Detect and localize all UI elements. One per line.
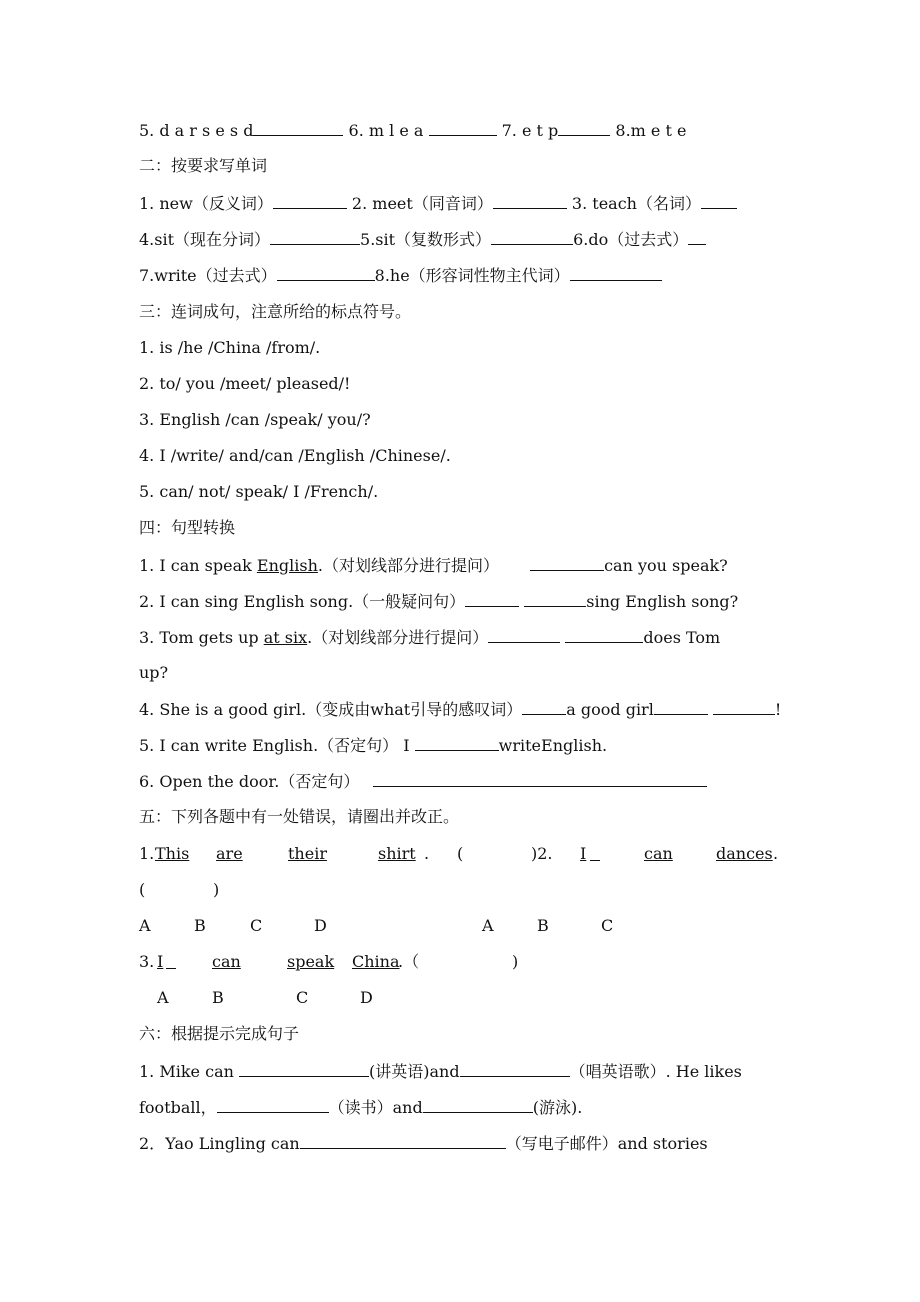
answer-blank[interactable]: [465, 591, 519, 607]
answer-blank[interactable]: [273, 193, 347, 209]
s4-q4: 4. She is a good girl.（变成由what引导的感叹词） a good girl !: [139, 700, 782, 719]
answer-blank[interactable]: [300, 1133, 506, 1149]
answer-blank[interactable]: [565, 627, 643, 643]
option-word[interactable]: speak: [287, 952, 335, 971]
answer-blank[interactable]: [373, 771, 707, 787]
s4-q5: 5. I can write English.（否定句） I writeEnglish.: [139, 736, 608, 755]
answer-blank[interactable]: [217, 1097, 329, 1113]
section-6-title: 六：根据提示完成句子: [139, 1024, 300, 1043]
s6-q1: 1. Mike can (讲英语)and （唱英语歌）. He likes: [139, 1062, 742, 1081]
option-word[interactable]: I: [580, 844, 587, 863]
s3-item: 5. can/ not/ speak/ I /French/.: [139, 482, 379, 501]
answer-blank[interactable]: [688, 229, 706, 245]
s4-q3-cont: up?: [139, 663, 169, 682]
s2-line-1: 1. new（反义词） 2. meet（同音词） 3. teach（名词）: [139, 193, 737, 214]
s6-q1-cont: football， （读书）and (游泳).: [139, 1098, 583, 1117]
s2-line-2: 4.sit（现在分词） 5.sit（复数形式） 6.do（过去式）: [139, 229, 706, 250]
answer-blank[interactable]: [654, 699, 708, 715]
option-word[interactable]: can: [212, 952, 241, 971]
section-5-title: 五：下列各题中有一处错误，请圈出并改正。: [139, 807, 460, 826]
section-2-title: 二：按要求写单词: [139, 156, 268, 175]
option-word[interactable]: are: [216, 844, 243, 863]
answer-blank[interactable]: [239, 1061, 369, 1077]
answer-blank[interactable]: [460, 1061, 570, 1077]
answer-blank[interactable]: [713, 699, 775, 715]
option-word[interactable]: dances: [716, 844, 773, 863]
option-word[interactable]: I: [157, 952, 164, 971]
answer-blank[interactable]: [488, 627, 560, 643]
answer-blank[interactable]: [558, 120, 610, 136]
answer-blank[interactable]: [253, 120, 343, 136]
option-word[interactable]: can: [644, 844, 673, 863]
section-3-title: 三：连词成句，注意所给的标点符号。: [139, 302, 412, 321]
answer-blank[interactable]: [522, 699, 566, 715]
s4-q2: 2. I can sing English song.（一般疑问句） sing English song?: [139, 592, 739, 611]
s3-item: 2. to/ you /meet/ pleased/!: [139, 374, 351, 393]
s3-item: 4. I /write/ and/can /English /Chinese/.: [139, 446, 451, 465]
scramble-line: 5. d a r s e s d 6. m l e a 7. e t p 8.m e t e: [139, 121, 687, 140]
answer-blank[interactable]: [415, 735, 499, 751]
option-word[interactable]: shirt: [378, 844, 416, 863]
s4-q6: 6. Open the door.（否定句）: [139, 771, 707, 792]
answer-blank[interactable]: [701, 193, 737, 209]
answer-blank[interactable]: [530, 555, 604, 571]
answer-blank[interactable]: [429, 120, 497, 136]
s2-line-3: 7.write（过去式） 8.he（形容词性物主代词）: [139, 265, 662, 286]
answer-blank[interactable]: [570, 265, 662, 281]
answer-blank[interactable]: [423, 1097, 533, 1113]
answer-blank[interactable]: [493, 193, 567, 209]
option-word[interactable]: China: [352, 952, 400, 971]
section-4-title: 四：句型转换: [139, 518, 236, 537]
s3-item: 3. English /can /speak/ you/?: [139, 410, 371, 429]
s4-q3: 3. Tom gets up at six.（对划线部分进行提问） does Tom: [139, 628, 721, 647]
s4-q1: 1. I can speak English.（对划线部分进行提问） can you speak?: [139, 556, 728, 575]
s3-item: 1. is /he /China /from/.: [139, 338, 321, 357]
answer-blank[interactable]: [277, 265, 375, 281]
answer-blank[interactable]: [270, 229, 360, 245]
s6-q2: 2．Yao Lingling can （写电子邮件）and stories: [139, 1134, 708, 1153]
answer-blank[interactable]: [491, 229, 573, 245]
answer-blank[interactable]: [524, 591, 586, 607]
option-word[interactable]: their: [288, 844, 327, 863]
option-word[interactable]: This: [155, 844, 190, 863]
